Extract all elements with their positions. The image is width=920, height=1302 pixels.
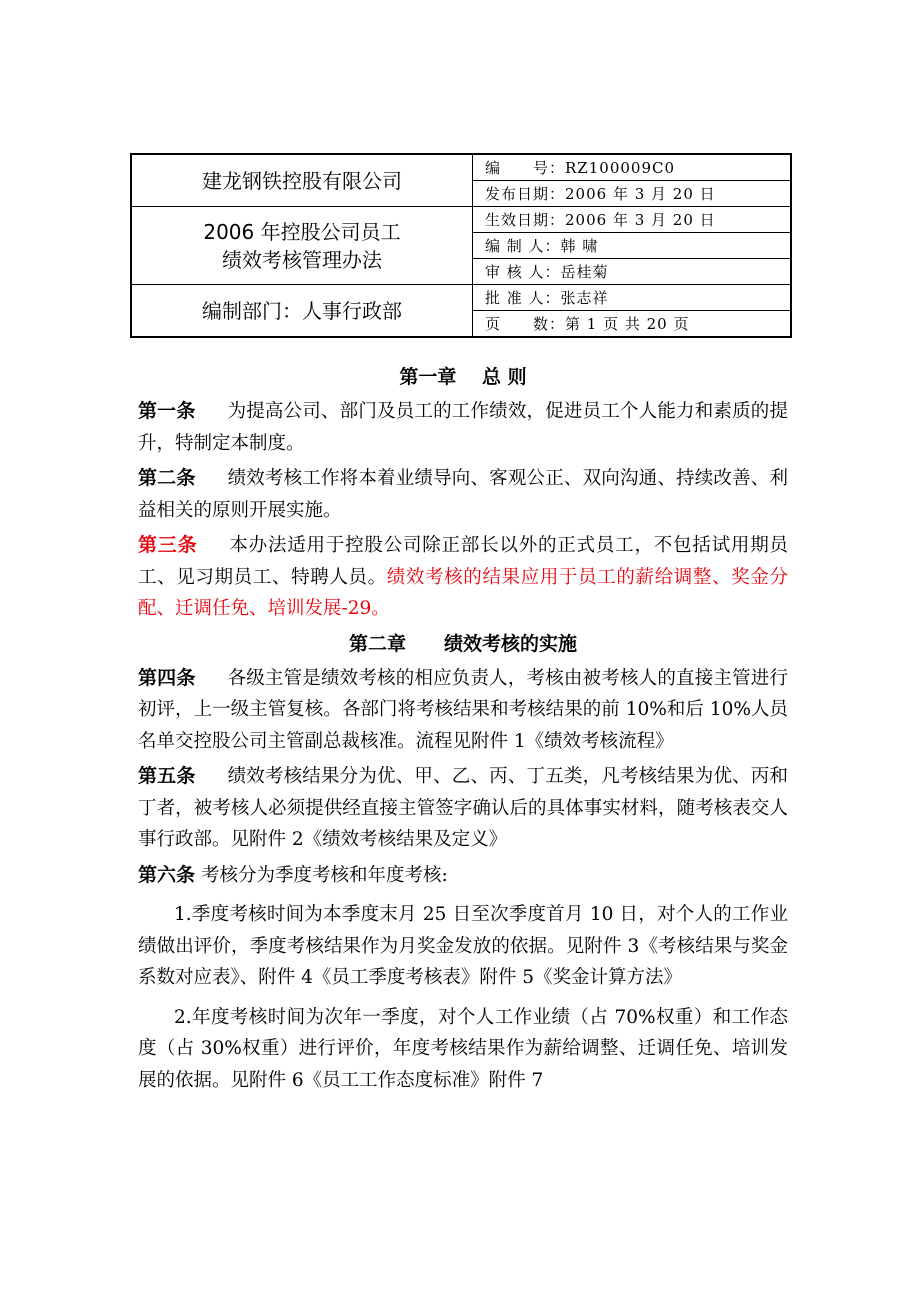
field-doc-number: 编 号：RZ100009C0 — [473, 154, 792, 181]
article-2 — [138, 463, 788, 526]
article-3-number: 第三条 — [138, 534, 198, 556]
article-1-number: 第一条 — [138, 400, 196, 422]
chapter-2-title: 第二章 绩效考核的实施 — [348, 632, 577, 655]
department: 编制部门：人事行政部 — [131, 285, 473, 338]
article-1 — [138, 396, 788, 459]
article-3-highlight: 绩效考核的结果应用于员工的薪给调整、奖金分配、迁调任免、培训发展-29。 — [138, 566, 788, 619]
article-6 — [138, 860, 788, 892]
article-5-text: 绩效考核结果分为优、甲、乙、丙、丁五类，凡考核结果为优、丙和丁者，被考核人必须提供经直接主管签字确认后的具体事实材料，随考核表交人事行政部。见附件 2《绩效考核结果及定义》 — [138, 766, 788, 850]
article-5 — [138, 761, 788, 856]
document-title: 2006 年控股公司员工 绩效考核管理办法 — [131, 207, 473, 285]
article-4 — [138, 663, 788, 758]
document-body — [138, 362, 788, 1100]
article-2-number: 第二条 — [138, 467, 196, 489]
chapter-1-title: 第一章 总 则 — [399, 366, 527, 388]
article-3 — [138, 530, 788, 625]
field-issue-date: 发布日期：2006 年 3 月 20 日 — [473, 181, 792, 207]
document-header-table — [130, 153, 792, 338]
article-4-text: 各级主管是绩效考核的相应负责人，考核由被考核人的直接主管进行初评，上一级主管复核。各部门将考核结果和考核结果的前 10%和后 10%人员名单交控股公司主管副总裁核准。流程见附件 1《绩效考核流程》 — [138, 667, 788, 752]
article-6-item-1: 1.季度考核时间为本季度末月 25 日至次季度首月 10 日，对个人的工作业绩做出评价，季度考核结果作为月奖金发放的依据。见附件 3《考核结果与奖金系数对应表》、附件 4《员工季度考核表》附件 5《奖金计算方法》 — [138, 904, 788, 988]
field-effective-date: 生效日期：2006 年 3 月 20 日 — [473, 207, 792, 233]
article-3-text: 本办法适用于控股公司除正部长以外的正式员工，不包括试用期员工、见习期员工、特聘人员。 — [138, 535, 788, 588]
article-4-number: 第四条 — [138, 666, 196, 689]
article-5-number: 第五条 — [138, 765, 196, 787]
company-name: 建龙钢铁控股有限公司 — [131, 154, 473, 207]
field-approver: 批 准 人：张志祥 — [473, 285, 792, 311]
field-pages: 页 数：第 1 页 共 20 页 — [473, 311, 792, 338]
field-author: 编 制 人：韩 啸 — [473, 233, 792, 259]
article-1-text: 为提高公司、部门及员工的工作绩效，促进员工个人能力和素质的提升，特制定本制度。 — [138, 401, 788, 454]
article-6-text: 考核分为季度考核和年度考核: — [201, 864, 448, 886]
field-reviewer: 审 核 人：岳桂菊 — [473, 259, 792, 285]
article-2-text: 绩效考核工作将本着业绩导向、客观公正、双向沟通、持续改善、利益相关的原则开展实施。 — [138, 468, 788, 521]
article-6-item-2: 2.年度考核时间为次年一季度，对个人工作业绩（占 70%权重）和工作态度（占 30%权重）进行评价，年度考核结果作为薪给调整、迁调任免、培训发展的依据。见附件 6《员工工作态度标准》附件 7 — [138, 1006, 788, 1091]
article-6-number: 第六条 — [138, 863, 196, 886]
